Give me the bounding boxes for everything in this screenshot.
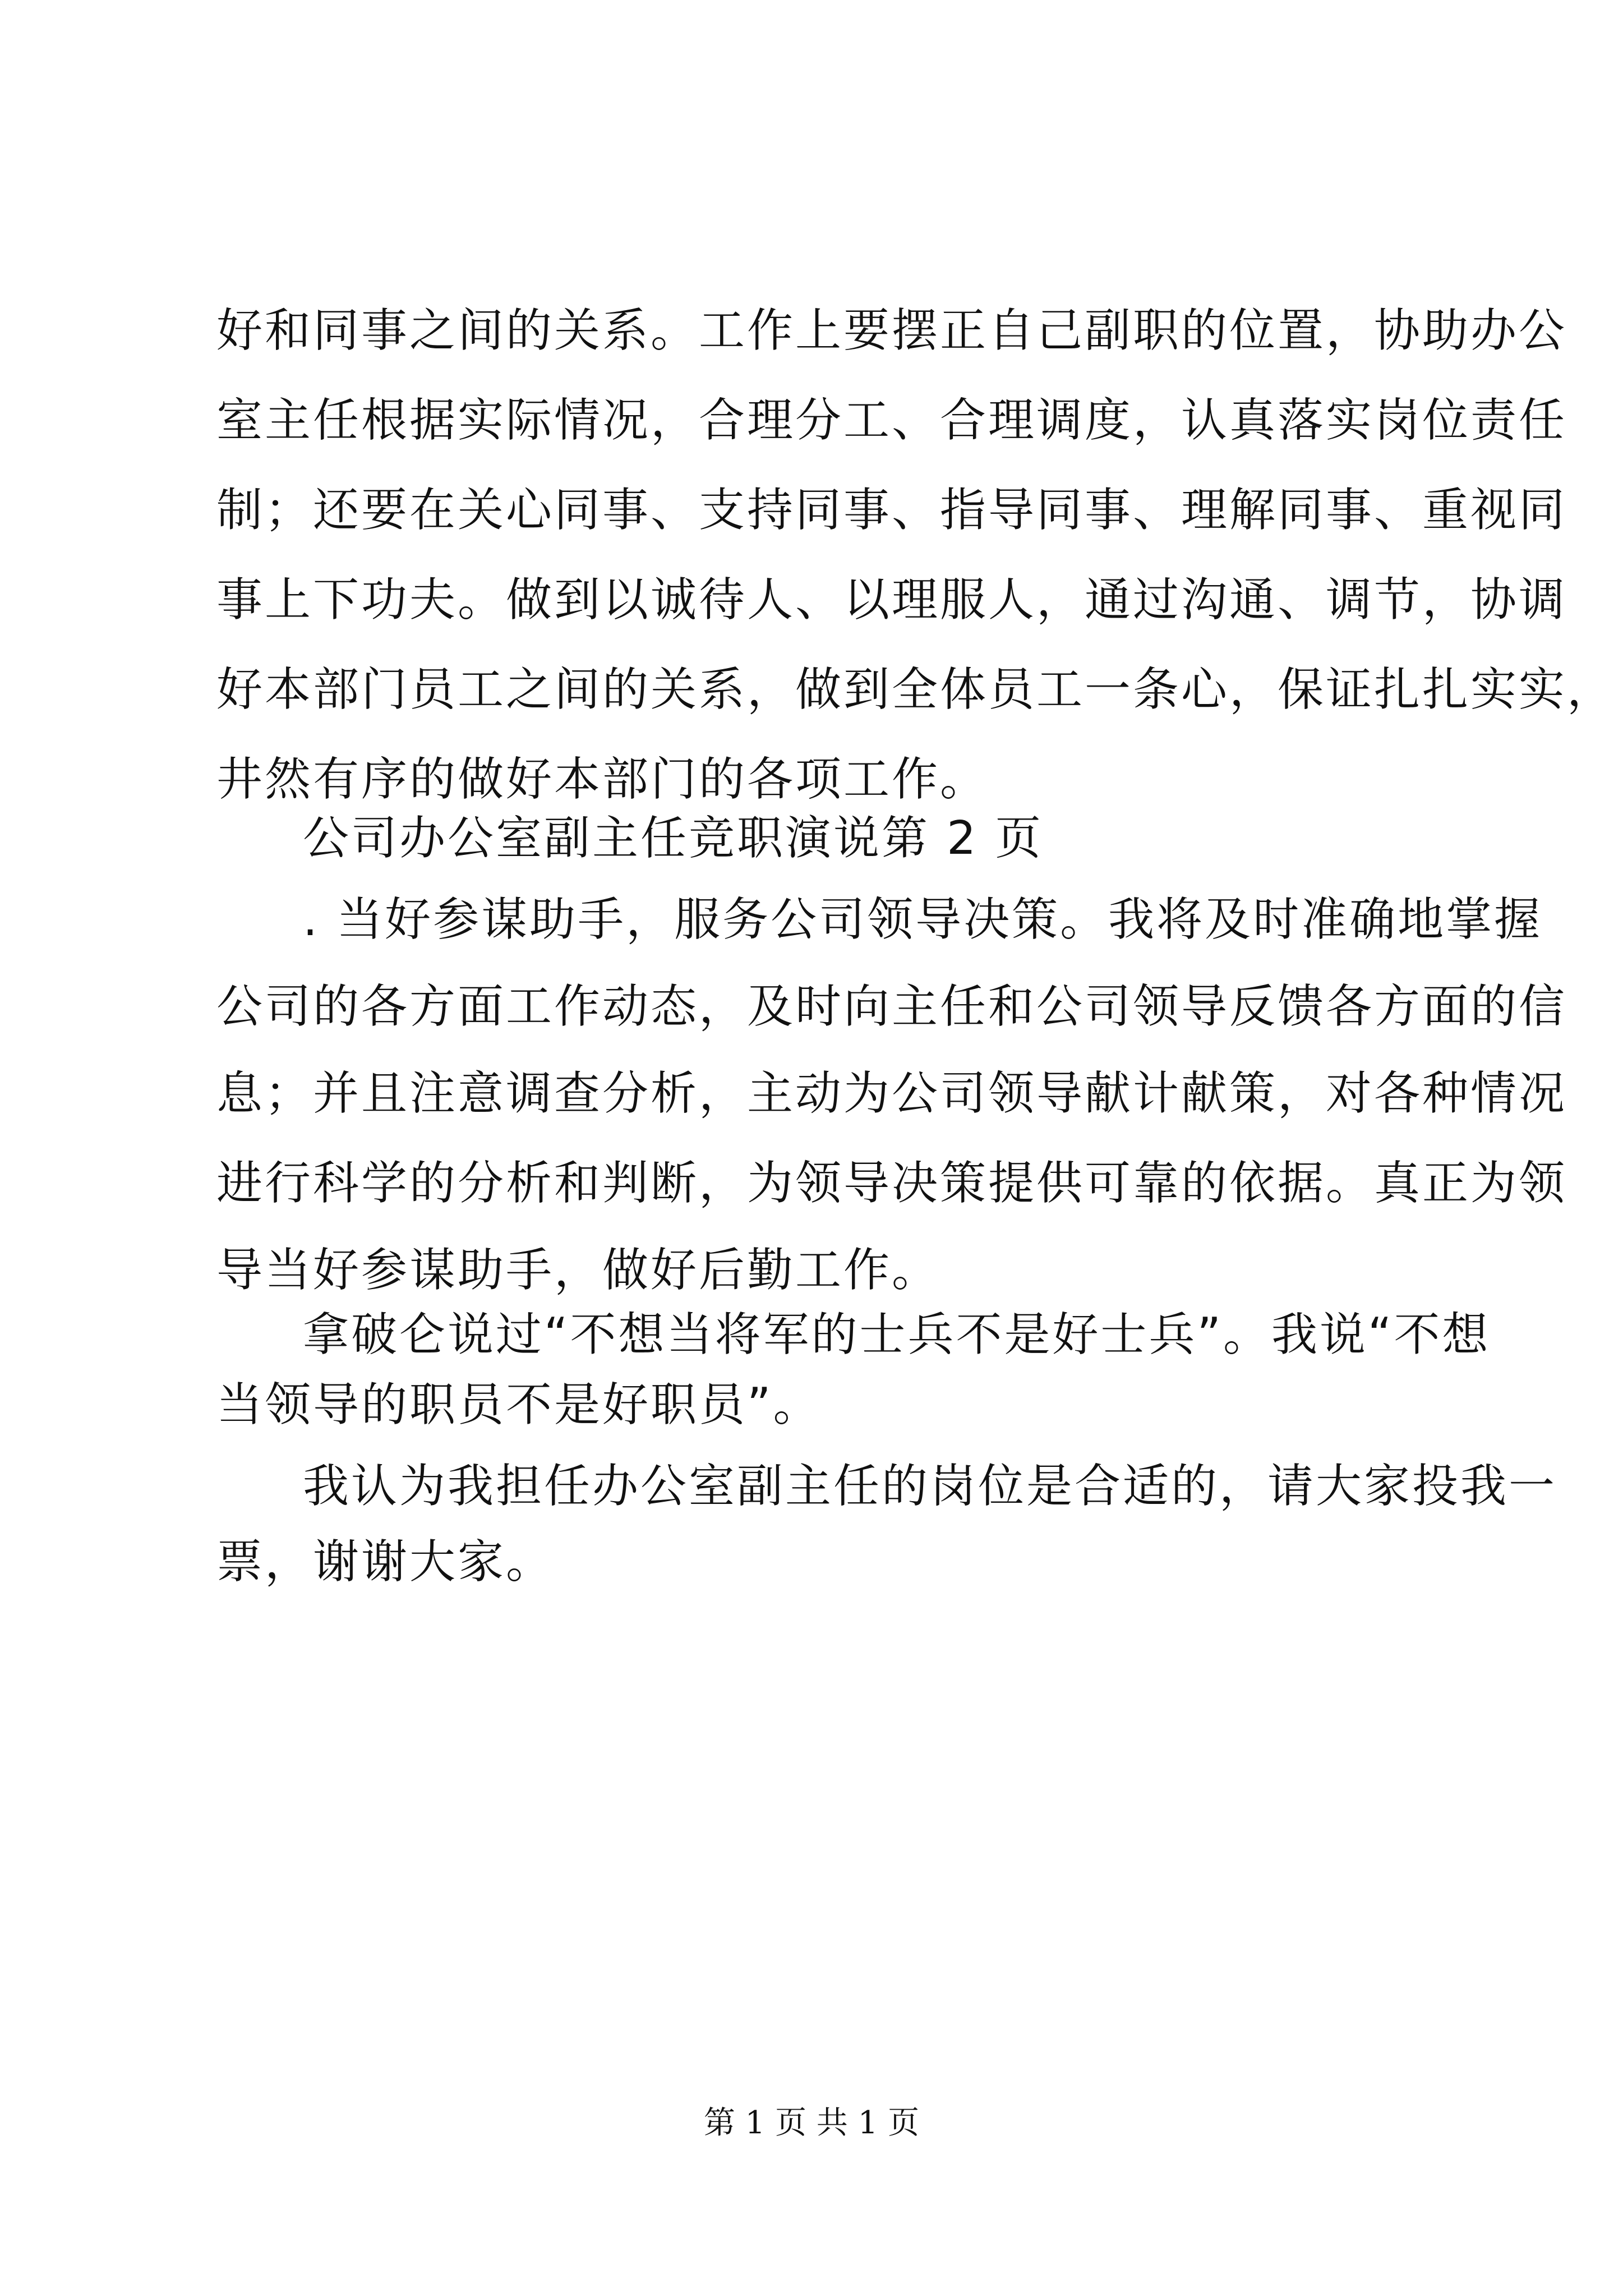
paragraph-5-line-1: 我认为我担任办公室副主任的岗位是合适的，请大家投我一	[303, 1460, 1557, 1513]
paragraph-5-line-2: 票，谢谢大家。	[216, 1535, 555, 1589]
paragraph-4-line-2: 当领导的职员不是好职员”。	[216, 1378, 822, 1432]
paragraph-1-line-4: 事上下功夫。做到以诚待人、以理服人，通过沟通、调节，协调	[216, 573, 1567, 627]
paragraph-1-line-3: 制；还要在关心同事、支持同事、指导同事、理解同事、重视同	[216, 484, 1567, 537]
paragraph-3-line-5: 导当好参谋助手，做好后勤工作。	[216, 1244, 940, 1297]
paragraph-1-line-6: 井然有序的做好本部门的各项工作。	[216, 753, 989, 806]
paragraph-1-line-2: 室主任根据实际情况，合理分工、合理调度，认真落实岗位责任	[216, 394, 1567, 447]
page-footer: 第 1 页 共 1 页	[703, 2105, 920, 2141]
paragraph-3-line-4: 进行科学的分析和判断，为领导决策提供可靠的依据。真正为领	[216, 1157, 1567, 1210]
paragraph-3-line-3: 息；并且注意调查分析，主动为公司领导献计献策，对各种情况	[216, 1067, 1567, 1120]
paragraph-4-line-1: 拿破仑说过“不想当将军的士兵不是好士兵”。我说“不想	[303, 1308, 1491, 1361]
paragraph-2-line-1: 公司办公室副主任竞职演说第 2 页	[303, 812, 1044, 865]
paragraph-3-line-2: 公司的各方面工作动态，及时向主任和公司领导反馈各方面的信	[216, 980, 1567, 1033]
paragraph-3-line-1: . 当好参谋助手，服务公司领导决策。我将及时准确地掌握	[303, 893, 1543, 946]
paragraph-1-line-1: 好和同事之间的关系。工作上要摆正自己副职的位置，协助办公	[216, 304, 1567, 357]
paragraph-1-line-5: 好本部门员工之间的关系，做到全体员工一条心，保证扎扎实实，	[216, 663, 1616, 716]
